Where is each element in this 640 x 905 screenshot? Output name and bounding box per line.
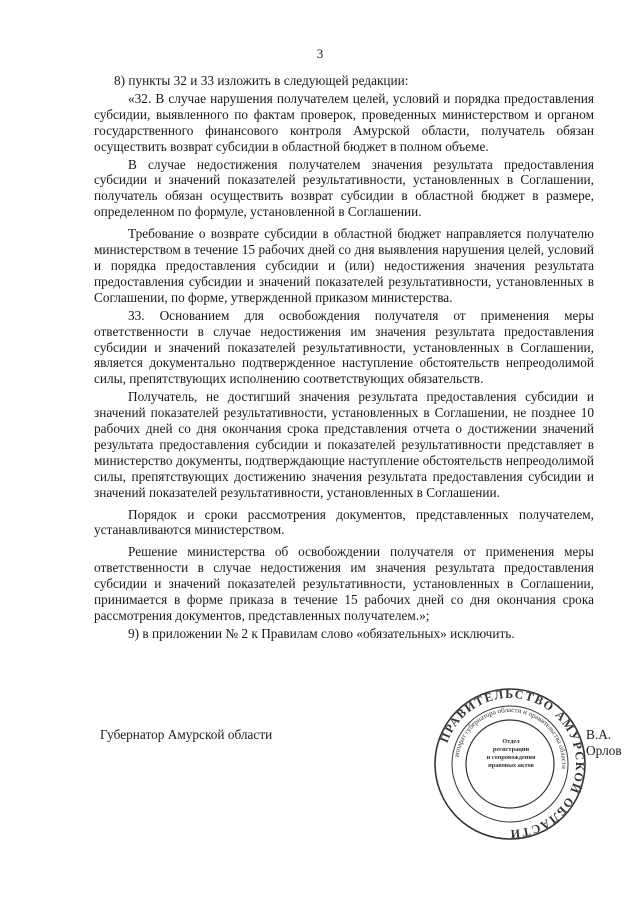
stamp-line: правовых актов: [488, 762, 534, 769]
stamp-line: регистрации: [492, 746, 530, 753]
paragraph-32-intro: «32. В случае нарушения получателем целей, условий и порядка предоставления субсидии, выявленного по фактам проверок, проведенных министерством и органом государственного финансового контроля Амурской области, получатель обязан осуществить возврат субсидии в областной бюджет в полном объеме.: [94, 90, 594, 154]
paragraph-33-decision: Решение министерства об освобождении получателя от применения меры ответственности в случае недостижения им значения результата предоставления субсидии и значений показателей результативности, установленных в Соглашении, принимается в форме приказа в течение 15 рабочих дней со дня окончания срока рассмотрения документов, представленных получателем.»;: [94, 544, 594, 623]
paragraph-33-procedure: Порядок и сроки рассмотрения документов, представленных получателем, устанавливаются министерством.: [94, 506, 594, 538]
page-number: 3: [316, 46, 324, 61]
stamp-line: Отдел: [502, 738, 520, 745]
paragraph-33-documents: Получатель, не достигший значения результата предоставления субсидии и значений показателей результативности, установленных в Соглашении, не позднее 10 рабочих дней со дня окончания срока представления отчета о достижении значений результата предоставления субсидии и показателей результативности представляет в министерство документы, подтверждающие наступление обстоятельств непреодолимой силы, препятствующих достижению значения результата предоставления субсидии и значений показателей результативности, установленных в Соглашении.: [94, 389, 594, 500]
stamp-ring-text: аппарат губернатора области и правительства области: [452, 705, 569, 770]
paragraph-33-grounds: 33. Основанием для освобождения получателя от применения меры ответственности в случае недостижения им значения результата предоставления субсидии и значений показателей результативности, установленных в Соглашении, является документально подтвержденное наступление обстоятельств непреодолимой силы, препятствующих исполнению соответствующих обязательств.: [94, 307, 594, 387]
paragraph-amendment-9: 9) в приложении № 2 к Правилам слово «обязательных» исключить.: [128, 625, 515, 641]
paragraph-32-refund-demand: Требование о возврате субсидии в областной бюджет направляется получателю министерством в течение 15 рабочих дней со дня выявления нарушения целей, условий и порядка предоставления субсидии и (или) недостижения значения результата предоставления субсидии и значений показателей результативности, установленных в Соглашении, по форме, утвержденной приказом министерства.: [94, 226, 594, 305]
stamp-inner-text: [482, 738, 540, 770]
paragraph-32-underachievement: В случае недостижения получателем значения результата предоставления субсидии и значений показателей результативности, установленных в Соглашении, получатель обязан осуществить возврат субсидии в областной бюджет в размере, определенном по формуле, установленной в Соглашении.: [94, 156, 594, 220]
stamp-outer-text: ПРАВИТЕЛЬСТВО АМУРСКОЙ ОБЛАСТИ: [436, 686, 588, 842]
document-body: [94, 73, 594, 644]
paragraph-amendment-8: 8) пункты 32 и 33 изложить в следующей редакции:: [114, 73, 409, 88]
signatory-title: Губернатор Амурской области: [100, 727, 273, 742]
signatory-name: В.А. Орлов: [586, 727, 622, 758]
stamp-line: и сопровождения: [486, 754, 536, 761]
